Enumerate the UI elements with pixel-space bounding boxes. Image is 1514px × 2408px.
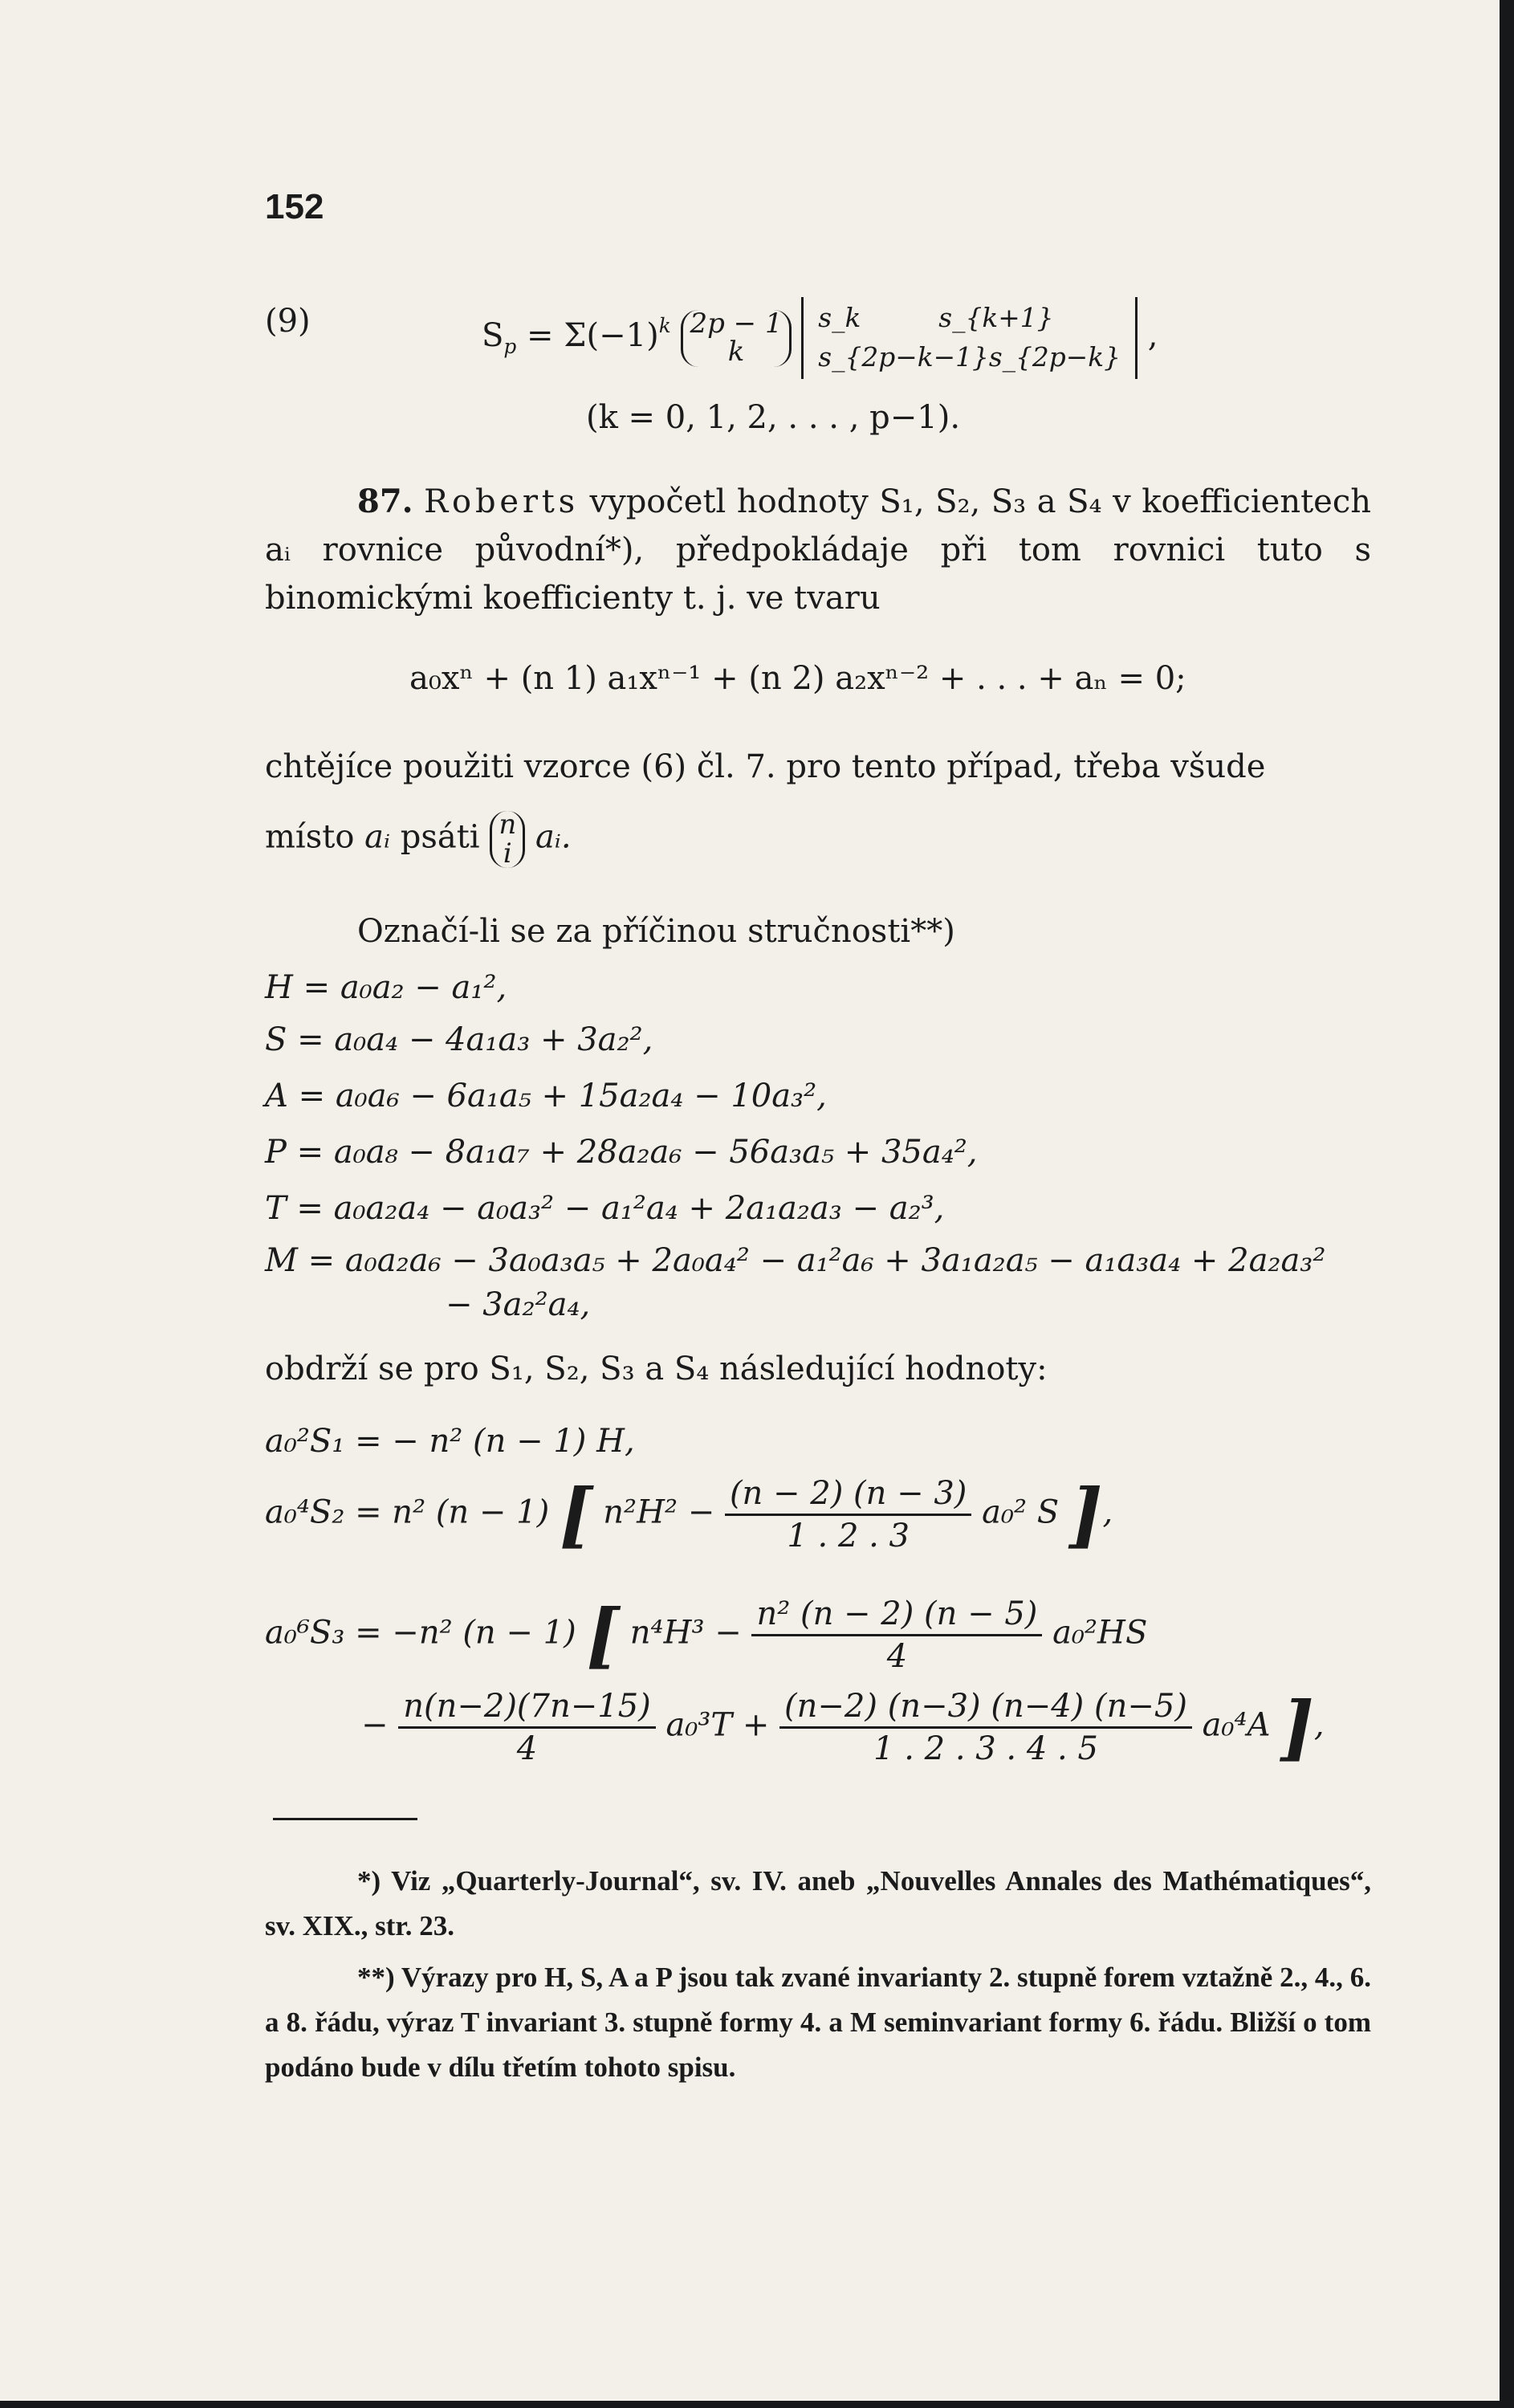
section-87-paragraph: 87. Roberts vypočetl hodnoty S₁, S₂, S₃ a S₄ v koefficientech aᵢ rovnice původní*), předpokládaje při tom rovnici tuto s binomickými koefficienty t. j. ve tvaru <box>265 483 1371 617</box>
paragraph-3: místo aᵢ psáti n i aᵢ. <box>265 809 572 870</box>
def-m-cont: − 3a₂²a₄, <box>446 1286 591 1323</box>
obtain-line: obdrží se pro S₁, S₂, S₃ a S₄ následující hodnoty: <box>265 1351 1048 1387</box>
def-s: S = a₀a₄ − 4a₁a₃ + 3a₂², <box>265 1021 653 1058</box>
def-a: A = a₀a₆ − 6a₁a₅ + 15a₂a₄ − 10a₃², <box>265 1078 827 1114</box>
result-s1: a₀²S₁ = − n² (n − 1) H, <box>265 1423 635 1460</box>
result-s3: a₀⁶S₃ = −n² (n − 1) [ n⁴H³ − $\frac{\text{n² (n − 2) (n − 5)}}{4}$ a₀²HS <box>265 1593 1148 1677</box>
equation-9-range: (k = 0, 1, 2, . . . , p−1). <box>586 399 961 436</box>
fraction: $\frac{\text{n² (n − 2) (n − 5)}}{4}$ <box>751 1594 1042 1677</box>
result-s3-cont: − $\frac{n(n-2)(7n-15)}{4}$ a₀³T + $\frac{(n-2) (n-3) (n-4) (n-5)}{1 . 2 . 3 . 4 . 5}$ a₀⁴A ], <box>361 1685 1325 1770</box>
page-number: 152 <box>265 187 324 226</box>
binomial-coefficient: 2p − 1 k <box>681 310 791 367</box>
fraction: $\frac{n(n-2)(7n-15)}{4}$ <box>398 1686 656 1769</box>
footnote-2: **) Výrazy pro H, S, A a P jsou tak zvané invarianty 2. stupně forem vztažně 2., 4., 6. a 8. řádu, výraz T invariant 3. stupně formy 4. a M seminvariant formy 6. řádu. Bližší o tom podáno bude v dílu třetím tohoto spisu. <box>265 1962 1371 2083</box>
footnote-divider <box>273 1818 417 1820</box>
paragraph-2: chtějíce použiti vzorce (6) čl. 7. pro tento případ, třeba všude <box>265 748 1266 785</box>
def-m: M = a₀a₂a₆ − 3a₀a₃a₅ + 2a₀a₄² − a₁²a₆ + 3a₁a₂a₅ − a₁a₃a₄ + 2a₂a₃² <box>265 1242 1326 1279</box>
def-h: H = a₀a₂ − a₁², <box>265 969 507 1006</box>
section-number: 87. <box>357 483 413 520</box>
fraction: $\frac{(n-2) (n-3) (n-4) (n-5)}{1 . 2 . 3 . 4 . 5}$ <box>779 1686 1192 1769</box>
main-equation: a₀xⁿ + (n 1) a₁xⁿ⁻¹ + (n 2) a₂xⁿ⁻² + . . . + aₙ = 0; <box>409 660 1186 697</box>
binomial-coefficient: n i <box>490 811 525 868</box>
book-page: 152 (9) $S_p = \Sigma(-1)^k$ 2p − 1 k s_k s_{k+1} s_{2p−k−1}s_{2p−k} , (k = 0, 1, 2, . . . , p−1). 87. Roberts vypočetl hodnoty S₁, S₂, S₃ a S₄ v koefficientech aᵢ rovnice původní*), předpokládaje při tom rovnici tuto s binomickými koefficienty t. j. ve tvaru a₀xⁿ + (n 1) a₁xⁿ⁻¹ + (n 2) a₂xⁿ⁻² + . . . + aₙ = 0; chtějíce použiti vzorce (6) čl. 7. pro tento případ, třeba všude místo aᵢ psáti n i aᵢ. Označí-li se za příčinou stručnosti**) H = a₀a₂ − a₁², S = a₀a₄ − 4a₁a₃ + 3a₂², A = a₀a₆ − 6a₁a₅ + 15a₂a₄ − 10a₃², P = a₀a₈ − 8a₁a₇ + 28a₂a₆ − 56a₃a₅ + 35a₄², T = a₀a₂a₄ − a₀a₃² − a₁²a₄ + 2a₁a₂a₃ − a₂³, M = a₀a₂a₆ − 3a₀a₃a₅ + 2a₀a₄² − a₁²a₆ + 3a₁a₂a₅ − a₁a₃a₄ + 2a₂a₃² − 3a₂²a₄, obdrží se pro S₁, S₂, S₃ a S₄ následující hodnoty: a₀²S₁ = − n² (n − 1) H, a₀⁴S₂ = n² (n − 1) [ n²H² − $\frac{(n - 2) (n - 3)}{1 . 2 . 3}$ a₀² S ], a₀⁶S₃ = −n² (n − 1) [ n⁴H³ − $\frac{\text{n² (n − 2) (n − 5)}}{4}$ a₀²HS − $\frac{n(n-2)(7n-15)}{4}$ a₀³T + $\frac{(n-2) (n-3) (n-4) (n-5)}{1 . 2 . 3 . 4 . 5}$ a₀⁴A ], *) Viz „Quarterly-Journal“, sv. IV. aneb „Nouvelles Annales des Mathématiques“, sv. XIX., str. 23. **) Výrazy pro H, S, A a P jsou tak zvané invarianty 2. stupně forem vztažně 2., 4., 6. a 8. řádu, výraz T invariant 3. stupně formy 4. a M seminvariant formy 6. řádu. Bližší o tom podáno bude v dílu třetím tohoto spisu. <box>0 0 1500 2401</box>
author-name: Roberts <box>424 483 579 520</box>
def-t: T = a₀a₂a₄ − a₀a₃² − a₁²a₄ + 2a₁a₂a₃ − a₂³, <box>265 1190 945 1227</box>
footnote-1: *) Viz „Quarterly-Journal“, sv. IV. aneb „Nouvelles Annales des Mathématiques“, sv. XIX., str. 23. <box>265 1865 1371 1941</box>
equation-label: (9) <box>265 303 311 340</box>
intro-line: Označí-li se za příčinou stručnosti**) <box>357 913 955 950</box>
def-p: P = a₀a₈ − 8a₁a₇ + 28a₂a₆ − 56a₃a₅ + 35a₄², <box>265 1134 978 1171</box>
determinant: s_k s_{k+1} s_{2p−k−1}s_{2p−k} <box>801 297 1138 379</box>
fraction: $\frac{(n - 2) (n - 3)}{1 . 2 . 3}$ <box>725 1473 971 1556</box>
result-s2: a₀⁴S₂ = n² (n − 1) [ n²H² − $\frac{(n - 2) (n - 3)}{1 . 2 . 3}$ a₀² S ], <box>265 1473 1113 1557</box>
